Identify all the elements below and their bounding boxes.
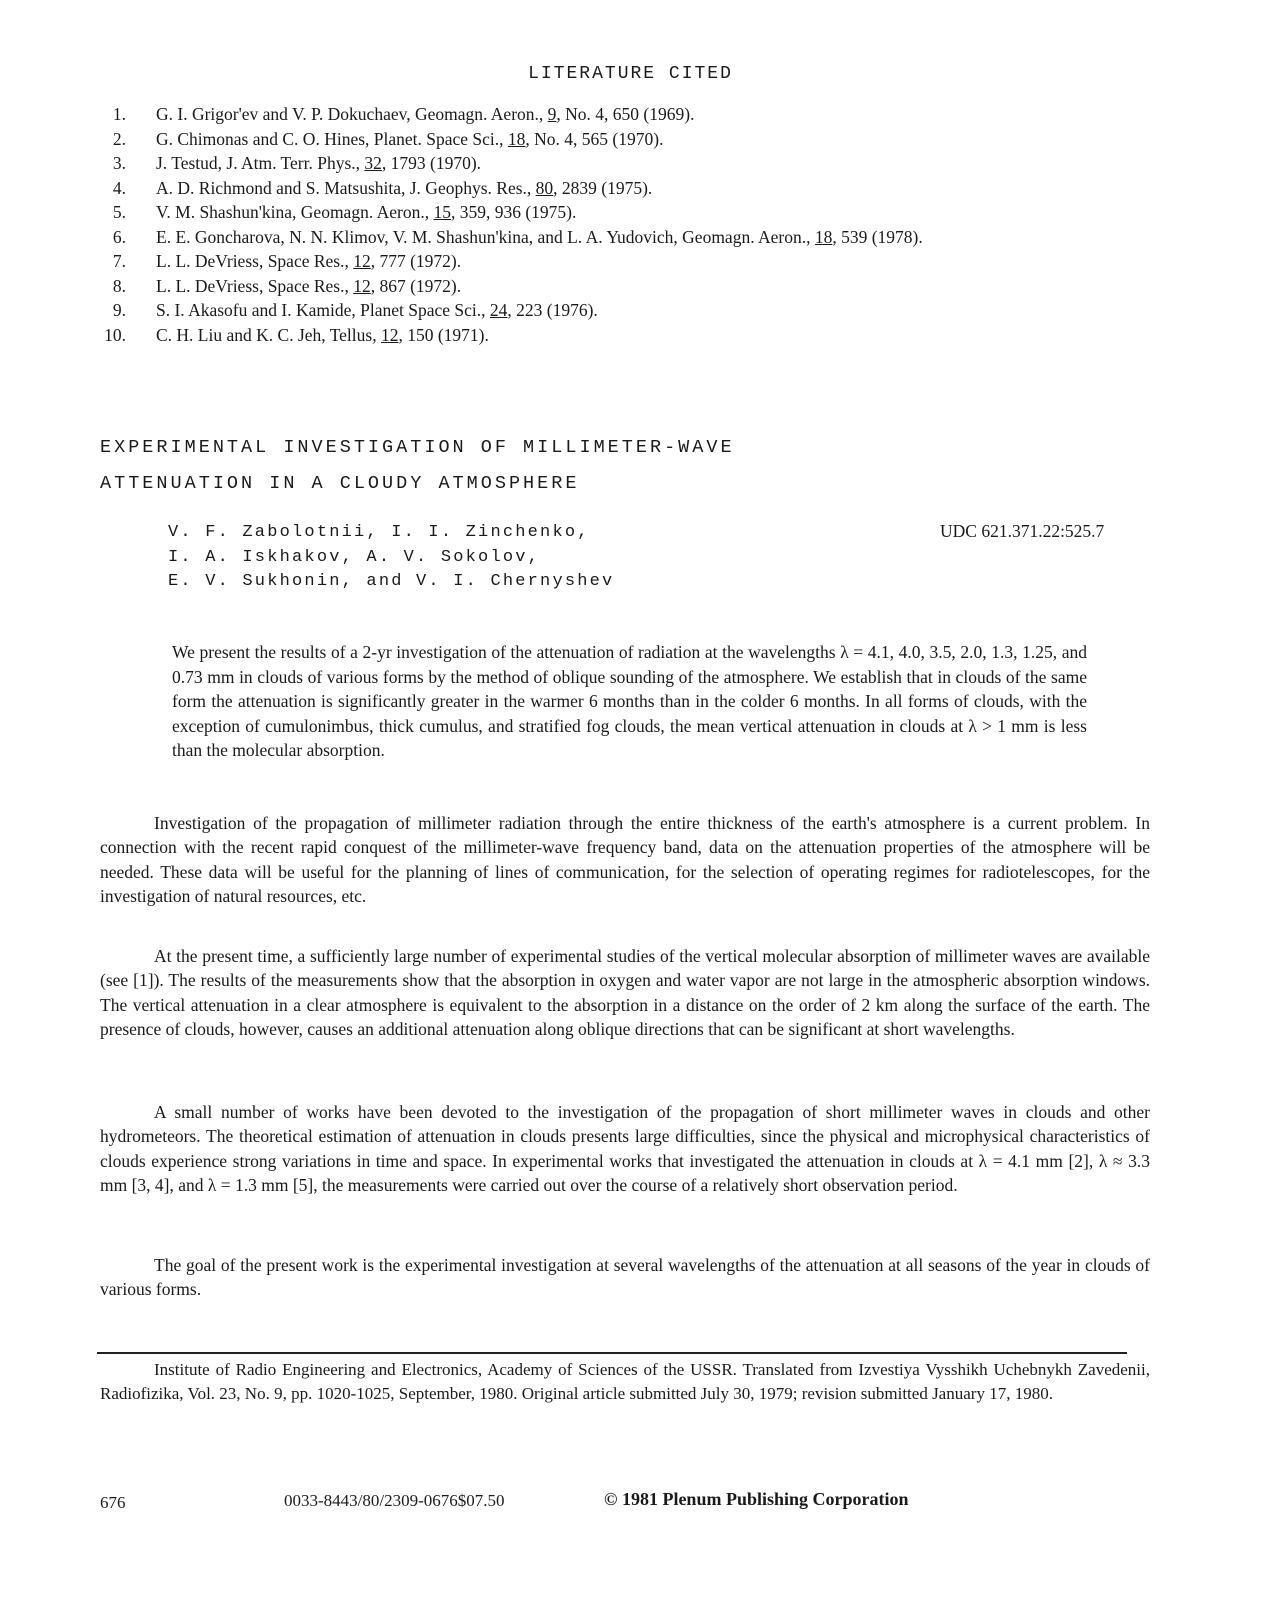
reference-number: 7 . bbox=[100, 249, 126, 274]
reference-number: 4 . bbox=[100, 176, 126, 201]
body-paragraph bbox=[100, 811, 1150, 908]
reference-text: G. I. Grigor'ev and V. P. Dokuchaev, Geomagn. Aeron., bbox=[156, 104, 548, 124]
reference-volume: 15 bbox=[433, 202, 451, 222]
body-paragraph bbox=[100, 1253, 1150, 1302]
reference-text: , 150 (1971). bbox=[398, 324, 489, 345]
article-title-line-1: EXPERIMENTAL INVESTIGATION OF MILLIMETER-WAVE bbox=[100, 437, 735, 458]
reference-text: C. H. Liu and K. C. Jeh, Tellus, bbox=[156, 324, 381, 345]
author-line: V. F. Zabolotnii, I. I. Zinchenko, bbox=[168, 523, 590, 542]
article-title-line-2: ATTENUATION IN A CLOUDY ATMOSPHERE bbox=[100, 473, 580, 494]
footnote-text: Institute of Radio Engineering and Electronics, Academy of Sciences of the USSR. Translated from Izvestiya Vysshikh Uchebnykh Zavedenii, Radiofizika, Vol. 23, No. 9, pp. 1020-1025, September, 1980. Original article submitted July 30, 1979; revision submitted January 17, 1980. bbox=[100, 1360, 1150, 1403]
reference-volume: 12 bbox=[380, 324, 399, 345]
reference-text: S. I. Akasofu and I. Kamide, Planet Space Sci., bbox=[156, 300, 490, 320]
reference-number: 2 . bbox=[100, 127, 126, 152]
footnote-rule bbox=[97, 1352, 1127, 1354]
reference-text: , 777 (1972). bbox=[370, 251, 462, 271]
reference-item bbox=[100, 200, 1140, 225]
paragraph-text: A small number of works have been devoted to the investigation of the propagation of short millimeter waves in clouds and other hydrometeors. The theoretical estimation of attenuation in clouds presents large difficulties, since the physical and microphysical characteristics of clouds experience strong variations in time and space. In experimental works that investigated the attenuation in clouds at λ = 4.1 mm [2], λ ≈ 3.3 mm [3, 4], and λ = 1.3 mm [5], the measurements were carried out over the course of a relatively short observation period. bbox=[100, 1102, 1150, 1195]
reference-text: , No. 4, 565 (1970). bbox=[525, 128, 664, 149]
page-number: 676 bbox=[100, 1493, 126, 1512]
reference-item bbox=[100, 176, 1140, 201]
publication-code: 0033-8443/80/2309-0676$07.50 bbox=[284, 1491, 505, 1510]
reference-volume: 18 bbox=[507, 128, 526, 149]
author-line: I. A. Iskhakov, A. V. Sokolov, bbox=[168, 547, 541, 567]
reference-number: 9 . bbox=[100, 298, 126, 323]
reference-text: , 359, 936 (1975). bbox=[450, 202, 577, 222]
reference-text: , 2839 (1975). bbox=[553, 177, 653, 198]
reference-item bbox=[100, 127, 1140, 152]
author-line: E. V. Sukhonin, and V. I. Chernyshev bbox=[168, 572, 615, 591]
reference-item bbox=[100, 298, 1140, 323]
copyright-notice: © 1981 Plenum Publishing Corporation bbox=[604, 1489, 909, 1509]
reference-number: 10 . bbox=[100, 323, 126, 348]
abstract: We present the results of a 2-yr investigation of the attenuation of radiation at the wavelengths λ = 4.1, 4.0, 3.5, 2.0, 1.3, 1.25, and 0.73 mm in clouds of various forms by the method of oblique sounding of the atmosphere. We establish that in clouds of the same form the attenuation is significantly greater in the warmer 6 months than in the colder 6 months. In all forms of clouds, with the exception of cumulonimbus, thick cumulus, and stratified fog clouds, the mean vertical attenuation in clouds at λ > 1 mm is less than the molecular absorption. bbox=[172, 642, 1087, 760]
reference-volume: 12 bbox=[353, 275, 371, 296]
reference-text: L. L. DeVriess, Space Res., bbox=[156, 275, 354, 296]
reference-item bbox=[100, 323, 1140, 348]
reference-text: G. Chimonas and C. O. Hines, Planet. Space Sci., bbox=[156, 128, 508, 149]
reference-list bbox=[100, 102, 1140, 347]
reference-text: A. D. Richmond and S. Matsushita, J. Geophys. Res., bbox=[156, 177, 536, 198]
reference-text: , 223 (1976). bbox=[507, 300, 598, 320]
reference-volume: 18 bbox=[814, 226, 833, 247]
reference-text: , 539 (1978). bbox=[832, 226, 923, 247]
reference-item bbox=[100, 102, 1140, 127]
paragraph-text: Investigation of the propagation of millimeter radiation through the entire thickness of the earth's atmosphere is a current problem. In connection with the recent rapid conquest of the millimeter-wave frequency band, data on the attenuation properties of the atmosphere will be needed. These data will be useful for the planning of lines of communication, for the selection of operating regimes for radiotelescopes, for the investigation of natural resources, etc. bbox=[100, 813, 1150, 906]
reference-number: 6 . bbox=[100, 225, 126, 250]
author-list bbox=[168, 521, 614, 595]
reference-number: 5 . bbox=[100, 200, 126, 225]
reference-text: , No. 4, 650 (1969). bbox=[556, 104, 695, 124]
reference-item bbox=[100, 151, 1140, 176]
reference-volume: 32 bbox=[364, 153, 382, 173]
body-paragraph bbox=[100, 944, 1150, 1041]
reference-volume: 24 bbox=[489, 300, 508, 320]
reference-item bbox=[100, 225, 1140, 250]
reference-volume: 80 bbox=[535, 177, 554, 198]
footnote bbox=[100, 1358, 1150, 1406]
reference-volume: 12 bbox=[353, 251, 371, 271]
reference-number: 1 . bbox=[100, 102, 126, 127]
reference-text: L. L. DeVriess, Space Res., bbox=[156, 251, 354, 271]
reference-item bbox=[100, 274, 1140, 299]
paragraph-text: The goal of the present work is the experimental investigation at several wavelengths of the attenuation at all seasons of the year in clouds of various forms. bbox=[100, 1255, 1150, 1300]
reference-item bbox=[100, 249, 1140, 274]
body-paragraph bbox=[100, 1100, 1150, 1197]
reference-text: V. M. Shashun'kina, Geomagn. Aeron., bbox=[156, 202, 434, 222]
udc-code: UDC 621.371.22:525.7 bbox=[940, 521, 1105, 541]
literature-cited-heading: LITERATURE CITED bbox=[528, 64, 733, 84]
reference-number: 8 . bbox=[100, 274, 126, 299]
reference-text: , 1793 (1970). bbox=[381, 153, 482, 173]
reference-volume: 9 bbox=[547, 104, 557, 124]
reference-text: E. E. Goncharova, N. N. Klimov, V. M. Shashun'kina, and L. A. Yudovich, Geomagn. Aeron., bbox=[156, 226, 815, 247]
reference-number: 3 . bbox=[100, 151, 126, 176]
paragraph-text: At the present time, a sufficiently large number of experimental studies of the vertical molecular absorption of millimeter waves are available (see [1]). The results of the measurements show that the absorption in oxygen and water vapor are not large in the atmospheric absorption windows. The vertical attenuation in a clear atmosphere is equivalent to the absorption in a distance on the order of 2 km along the surface of the earth. The presence of clouds, however, causes an additional attenuation along oblique directions that can be significant at short wavelengths. bbox=[100, 946, 1150, 1039]
reference-text: J. Testud, J. Atm. Terr. Phys., bbox=[156, 153, 365, 173]
reference-text: , 867 (1972). bbox=[370, 275, 462, 296]
